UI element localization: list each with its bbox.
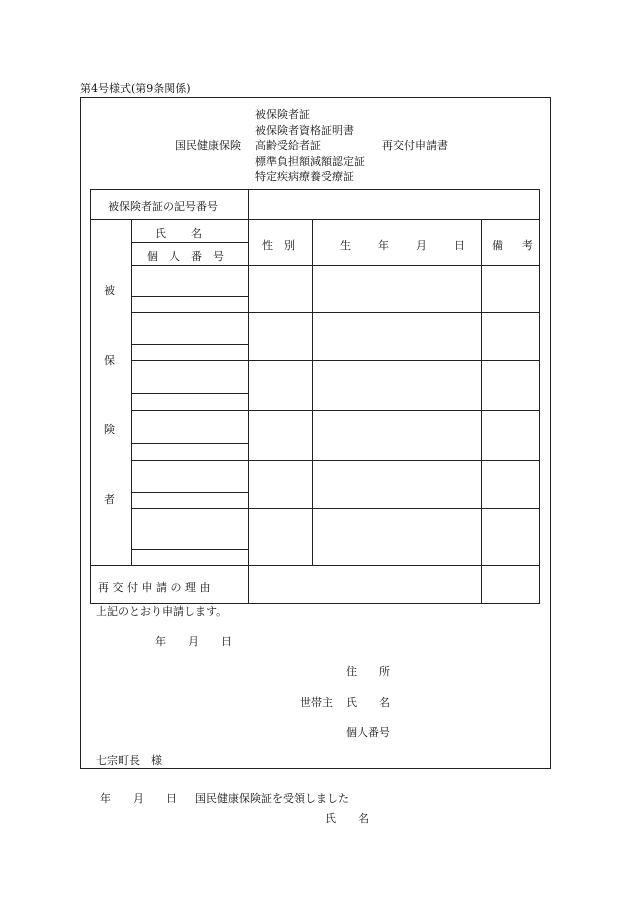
col-remarks: 備 考 — [492, 239, 537, 252]
form-number: 第4号様式(第9条関係) — [80, 82, 191, 95]
insurance-name: 国民健康保険 — [175, 139, 241, 152]
col-gender: 性 別 — [262, 239, 295, 252]
application-date: 年 月 日 — [155, 635, 232, 648]
household-head-label: 世帯主 — [300, 696, 333, 709]
certificate-type: 高齢受給者証 — [255, 139, 321, 152]
col-name: 氏 名 — [155, 227, 203, 240]
insured-label-char: 者 — [104, 493, 115, 506]
receipt-date: 年 月 日 — [100, 792, 177, 805]
address-label: 住 所 — [346, 665, 390, 678]
declaration: 上記のとおり申請します。 — [96, 605, 228, 618]
cert-number-label: 被保険者証の記号番号 — [108, 200, 218, 213]
certificate-type: 特定疾病療養受療証 — [255, 170, 354, 183]
insured-label-char: 険 — [104, 423, 115, 436]
insured-label-char: 保 — [104, 354, 115, 367]
certificate-type: 標準負担額減額認定証 — [255, 155, 365, 168]
certificate-type: 被保険者資格証明書 — [255, 124, 354, 137]
col-personal-number: 個 人 番 号 — [147, 250, 224, 263]
reason-label: 再 交 付 申 請 の 理 由 — [98, 581, 211, 594]
col-birthdate: 生 年 月 日 — [340, 239, 473, 252]
certificate-type: 被保険者証 — [255, 108, 310, 121]
applicant-name-label: 氏 名 — [346, 696, 390, 709]
receipt-statement: 国民健康保険証を受領しました — [195, 792, 349, 805]
document-title: 再交付申請書 — [382, 139, 448, 152]
insured-label-char: 被 — [104, 284, 115, 297]
addressee: 七宗町長 様 — [96, 754, 162, 767]
receipt-name-label: 氏 名 — [325, 812, 369, 825]
personal-number-label: 個人番号 — [346, 726, 390, 739]
